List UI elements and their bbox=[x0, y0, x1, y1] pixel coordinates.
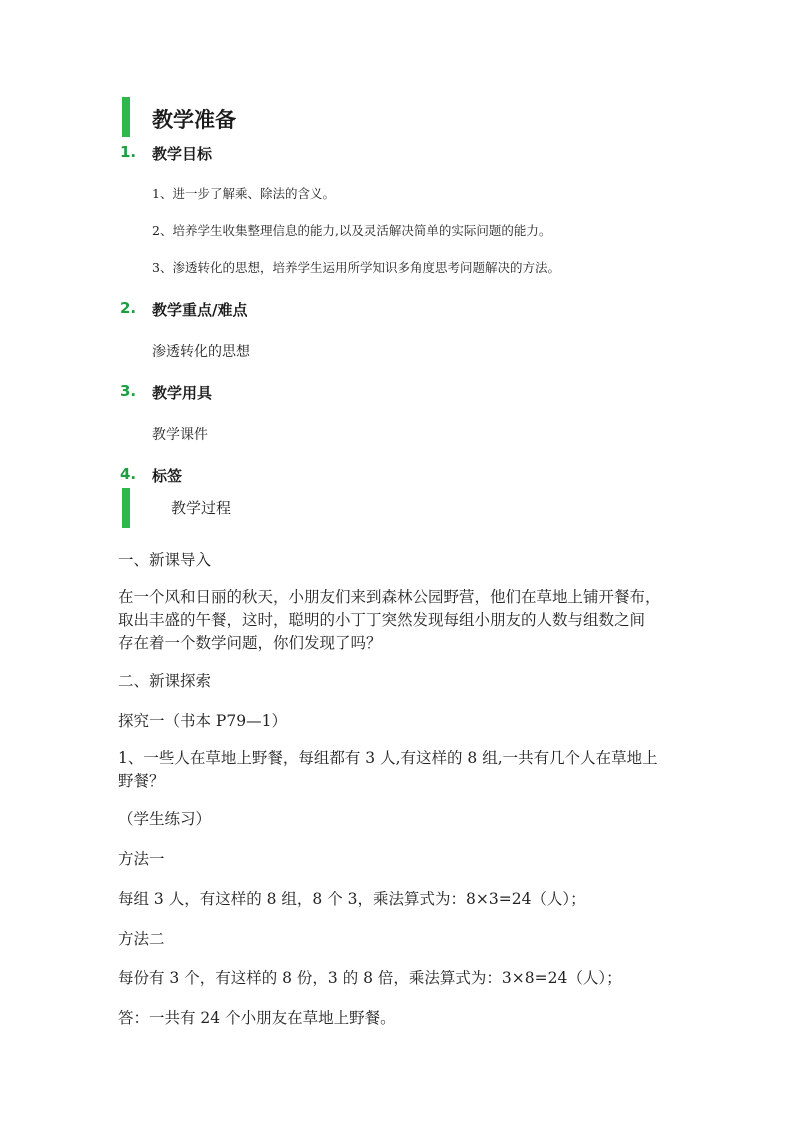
page-title: 教学准备 bbox=[152, 108, 236, 132]
process-line-4: 存在着一个数学问题，你们发现了吗？ bbox=[118, 634, 382, 652]
tools-content: 教学课件 bbox=[152, 427, 208, 443]
keypoints-content: 渗透转化的思想 bbox=[152, 344, 250, 360]
section-number-3: 3. bbox=[120, 382, 137, 400]
process-line-6: 探究一（书本 P79—1） bbox=[118, 712, 287, 730]
process-line-5: 二、新课探索 bbox=[118, 672, 212, 690]
process-line-7: 1、一些人在草地上野餐，每组都有 3 人,有这样的 8 组,一共有几个人在草地上 bbox=[118, 749, 658, 767]
section-accent-bar bbox=[122, 97, 130, 137]
process-line-1: 一、新课导入 bbox=[118, 551, 212, 569]
process-accent-bar bbox=[122, 488, 130, 528]
process-line-14: 答：一共有 24 个小朋友在草地上野餐。 bbox=[118, 1009, 396, 1027]
section-title-tags: 标签 bbox=[152, 467, 183, 485]
process-line-9: （学生练习） bbox=[118, 810, 212, 828]
process-line-11: 每组 3 人，有这样的 8 组，8 个 3，乘法算式为：8×3=24（人）； bbox=[118, 890, 586, 908]
section-number-4: 4. bbox=[120, 465, 137, 483]
process-line-12: 方法二 bbox=[118, 930, 165, 948]
section-number-1: 1. bbox=[120, 143, 137, 161]
goal-item-2: 2、培养学生收集整理信息的能力,以及灵活解决简单的实际问题的能力。 bbox=[152, 223, 552, 238]
process-line-8: 野餐？ bbox=[118, 772, 165, 790]
section-title-keypoints: 教学重点/难点 bbox=[152, 301, 248, 319]
process-line-10: 方法一 bbox=[118, 850, 165, 868]
goal-item-3: 3、渗透转化的思想，培养学生运用所学知识多角度思考问题解决的方法。 bbox=[152, 260, 560, 275]
process-line-2: 在一个风和日丽的秋天，小朋友们来到森林公园野营，他们在草地上铺开餐布， bbox=[118, 588, 661, 606]
process-line-13: 每份有 3 个，有这样的 8 份，3 的 8 倍，乘法算式为：3×8=24（人）； bbox=[118, 969, 622, 987]
section-title-goals: 教学目标 bbox=[152, 145, 213, 163]
process-title: 教学过程 bbox=[171, 499, 232, 517]
process-line-3: 取出丰盛的午餐，这时，聪明的小丁丁突然发现每组小朋友的人数与组数之间 bbox=[118, 611, 646, 629]
section-title-tools: 教学用具 bbox=[152, 384, 213, 402]
goal-item-1: 1、进一步了解乘、除法的含义。 bbox=[152, 186, 335, 201]
section-number-2: 2. bbox=[120, 299, 137, 317]
